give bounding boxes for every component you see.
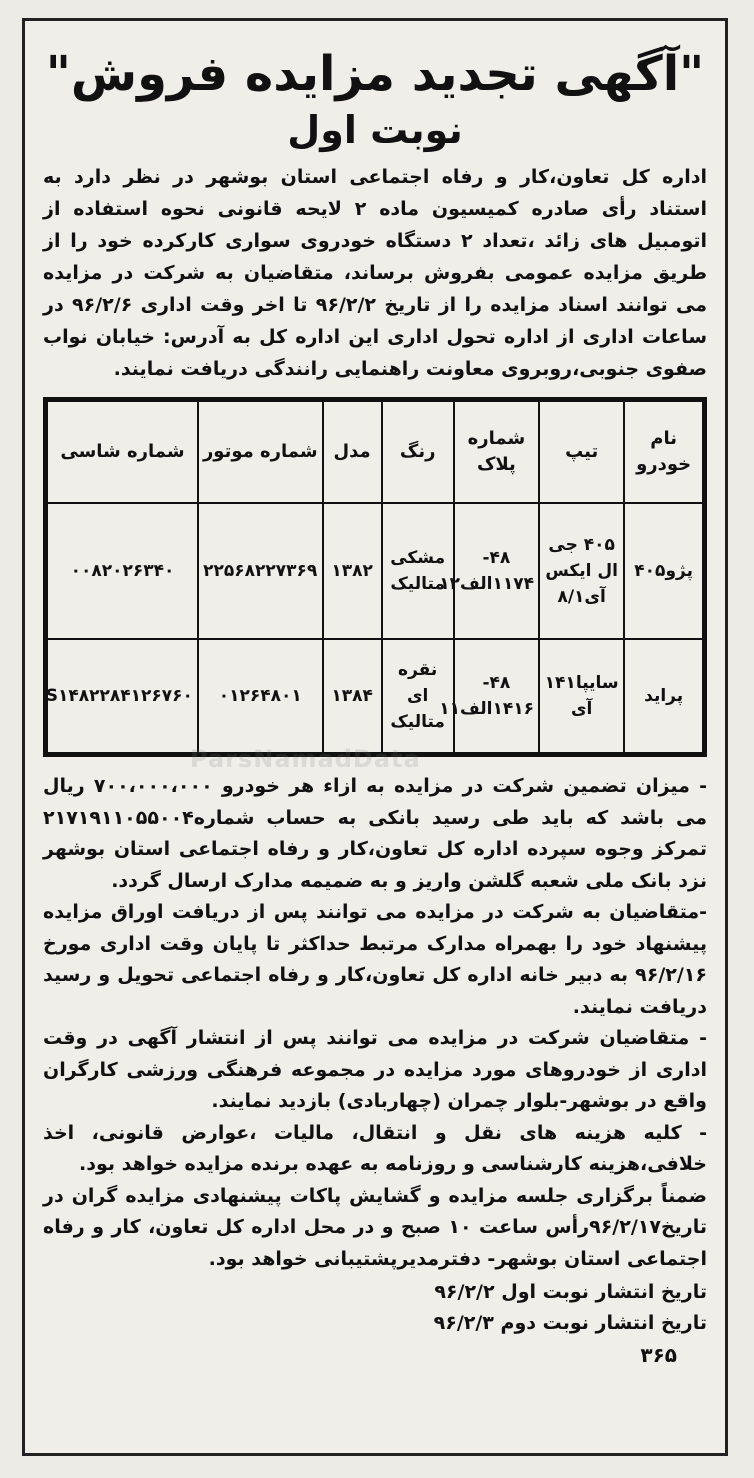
- cell-engine-number: ۲۲۵۶۸۲۲۷۳۶۹: [198, 503, 323, 639]
- cell-chassis-number: ۰۰۸۲۰۲۶۳۴۰: [47, 503, 198, 639]
- cell-model: ۱۳۸۲: [323, 503, 382, 639]
- table-row: [47, 503, 703, 639]
- cell-type: ۴۰۵ جی ال ایکس آی۸/۱: [539, 503, 624, 639]
- cell-color: مشکی متالیک: [382, 503, 454, 639]
- costs-paragraph: - کلیه هزینه های نقل و انتقال، مالیات ،عوارض قانونی، اخذ خلافی،هزینه کارشناسی و روزنامه به عهده برنده مزایده خواهد بود.: [43, 1121, 707, 1175]
- visit-paragraph: - متقاضیان شرکت در مزایده می توانند پس از انتشار آگهی در وقت اداری از خودروهای مورد مزایده در مجموعه فرهنگی ورزشی کارگران واقع در بوشهر-بلوار چمران (چهاربادی) بازدید نمایند.: [43, 1027, 707, 1112]
- cell-engine-number: ۰۱۲۶۴۸۰۱: [198, 639, 323, 753]
- header-model: مدل: [323, 401, 382, 503]
- header-plate-number: شماره پلاک: [454, 401, 539, 503]
- publish-dates: [43, 1277, 707, 1339]
- session-paragraph: ضمناً برگزاری جلسه مزایده و گشایش پاکات پیشنهادی مزایده گران در تاریخ۹۶/۲/۱۷رأس ساعت ۱۰ صبح و در محل اداره کل تعاون، کار و رفاه اجتماعی استان بوشهر- دفترمدیرپشتیبانی خواهد بود.: [43, 1184, 708, 1270]
- notice-frame: [22, 18, 728, 1456]
- notice-subtitle: نوبت اول: [287, 108, 463, 152]
- guarantee-paragraph: - میزان تضمین شرکت در مزایده به ازاء هر خودرو ۷۰۰،۰۰۰،۰۰۰ ریال می باشد که باید طی رسید بانکی به حساب شماره۲۱۷۱۹۱۱۰۵۵۰۰۴ تمرکز وجوه سپرده اداره کل تعاون،کار و رفاه اجتماعی استان بوشهر نزد بانک ملی شعبه گلشن واریز و به ضمیمه مدارک ارسال گردد.: [43, 775, 707, 892]
- header-engine-number: شماره موتور: [198, 401, 323, 503]
- cell-chassis-number: S۱۴۸۲۲۸۴۱۲۶۷۶۰: [47, 639, 198, 753]
- intro-paragraph: اداره کل تعاون،کار و رفاه اجتماعی استان بوشهر در نظر دارد به استناد رأی صادره کمیسیون ماده ۲ لایحه قانونی نحوه استفاده از اتومبیل های زائد ،تعداد ۲ دستگاه خودروی سواری کارکرده خود را از طریق مزایده عمومی بفروش برساند، متقاضیان به شرکت در مزایده می توانند اسناد مزایده را از تاریخ ۹۶/۲/۲ تا اخر وقت اداری ۹۶/۲/۶ در ساعات اداری از اداره تحول اداری این اداره کل به آدرس: خیابان نواب صفوی جنوبی،روبروی معاونت راهنمایی رانندگی دریافت نمایند.: [43, 166, 708, 380]
- submission-paragraph: -متقاضیان به شرکت در مزایده می توانند پس از دریافت اوراق مزایده پیشنهاد خود را بهمراه مدارک مرتبط حداکثر تا پایان وقت اداری مورخ ۹۶/۲/۱۶ به دبیر خانه اداره کل تعاون،کار و رفاه اجتماعی تحویل و رسید دریافت نمایند.: [43, 901, 707, 1018]
- notice-title: "آگهی تجدید مزایده فروش": [45, 46, 705, 102]
- notice-number: ۳۶۵: [640, 1343, 677, 1367]
- header-chassis-number: شماره شاسی: [47, 401, 198, 503]
- second-publish-date: تاریخ انتشار نوبت دوم ۹۶/۲/۳: [433, 1312, 707, 1334]
- first-publish-date: تاریخ انتشار نوبت اول ۹۶/۲/۲: [434, 1281, 707, 1303]
- notice-body: [43, 771, 707, 1275]
- cell-plate-number: ۴۸- ۱۱۷۴الف۱۲: [454, 503, 539, 639]
- cell-color: نقره ای متالیک: [382, 639, 454, 753]
- header-vehicle-name: نام خودرو: [624, 401, 703, 503]
- cell-plate-number: ۴۸- ۱۴۱۶الف۱۱: [454, 639, 539, 753]
- cell-vehicle-name: پژو۴۰۵: [624, 503, 703, 639]
- header-type: تیپ: [539, 401, 624, 503]
- table-row: [47, 639, 703, 753]
- cell-type: سایپا۱۴۱ آی: [539, 639, 624, 753]
- vehicle-table: [46, 400, 704, 754]
- header-color: رنگ: [382, 401, 454, 503]
- cell-vehicle-name: پراید: [624, 639, 703, 753]
- vehicle-table-wrap: [43, 397, 707, 757]
- cell-model: ۱۳۸۴: [323, 639, 382, 753]
- table-header-row: [47, 401, 703, 503]
